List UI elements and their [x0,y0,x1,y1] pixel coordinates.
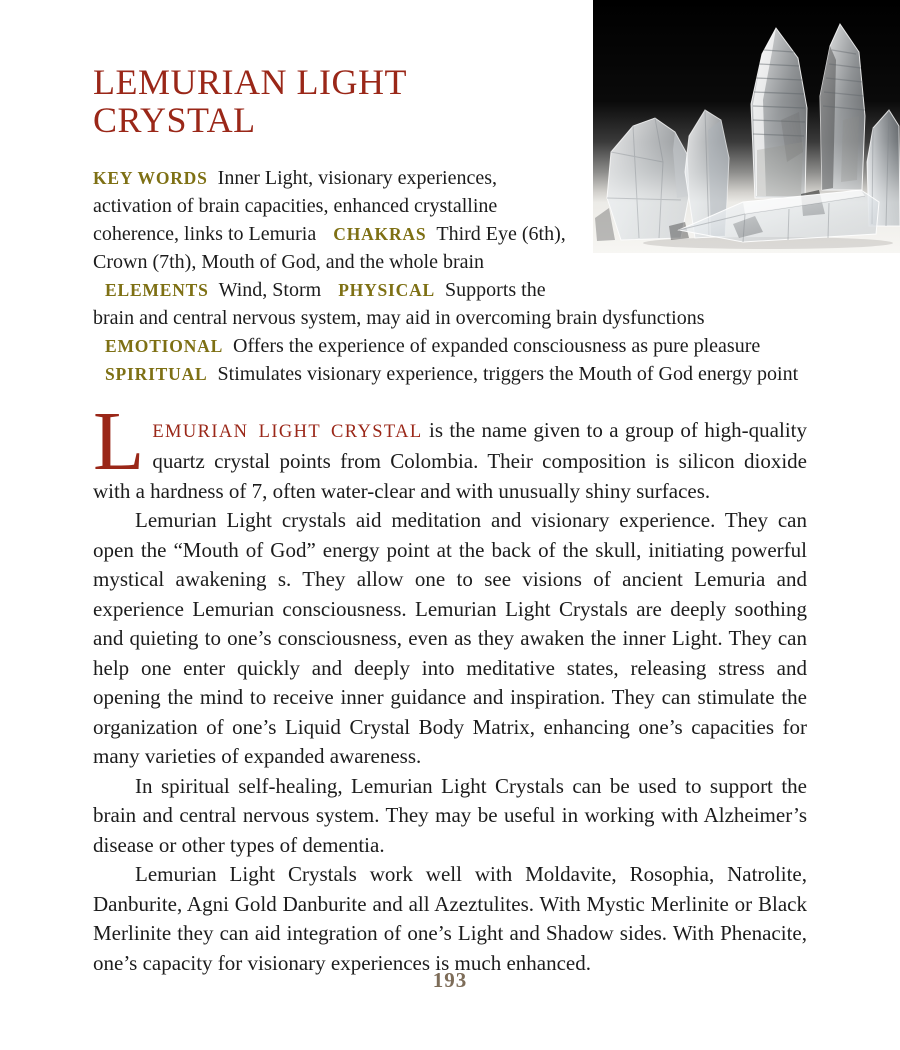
attribute-label: CHAKRAS [333,223,427,244]
body-paragraph-1 [93,394,807,507]
attribute-text: Supports the brain and central nervous system, may aid in overcoming brain dysfunctions [93,278,705,329]
body-text-block [93,394,807,979]
body-paragraph-4: Lemurian Light Crystals work well with Moldavite, Rosophia, Natrolite, Danburite, Agni Gold Danburite and all Azeztulites. With Mystic Merlinite or Black Merlinite they can aid integration of one’s Light and Shadow sides. With Phenacite, one’s capacity for visionary experiences is much enhanced. [93,862,807,975]
page-number: 193 [432,968,468,992]
attribute-text: Third Eye (6th), Crown (7th), Mouth of God, and the whole brain [93,222,566,273]
attribute-text: Inner Light, visionary experiences, activation of brain capacities, enhanced crystalline coherence, links to Lemuria [93,166,498,245]
attribute-label: EMOTIONAL [105,335,224,356]
attribute-label: ELEMENTS [105,279,209,300]
attribute-text: Offers the experience of expanded consciousness as pure pleasure [233,334,761,357]
drop-cap: L [93,394,145,488]
attribute-text: Wind, Storm [218,278,327,301]
body-paragraph-1-text: is the name given to a group of high-quality quartz crystal points from Colombia. Their composition is silicon dioxide with a hardness of 7, often water-clear and with unusually shiny surfaces. [93,417,807,503]
crystal-photo [593,0,900,253]
lead-smallcaps: EMURIAN LIGHT CRYSTAL [152,421,423,442]
body-paragraph-2: Lemurian Light crystals aid meditation and visionary experience. They can open the “Mouth of God” energy point at the back of the skull, initiating powerful mystical awakening s. They allow one to see visions of ancient Lemuria and experience Lemurian consciousness. Lemurian Light Crystals are deeply soothing and quieting to one’s consciousness, even as they awaken the inner Light. They can help one enter quickly and deeply into meditative states, releasing stress and opening the mind to receive inner guidance and inspiration. They can stimulate the organization of one’s Liquid Crystal Body Matrix, enhancing one’s capacities for many varieties of expanded awareness. [93,508,807,769]
attribute-label: KEY WORDS [93,167,208,188]
attribute-label: SPIRITUAL [105,363,208,384]
page-title: LEMURIAN LIGHT CRYSTAL [93,62,407,140]
attribute-text: Stimulates visionary experience, triggers the Mouth of God energy point [217,362,799,385]
crystal-photo-illustration [593,0,900,253]
attribute-label: PHYSICAL [338,279,436,300]
body-paragraph-3: In spiritual self-healing, Lemurian Light Crystals can be used to support the brain and central nervous system. They may be useful in working with Alzheimer’s disease or other types of dementia. [93,773,807,857]
